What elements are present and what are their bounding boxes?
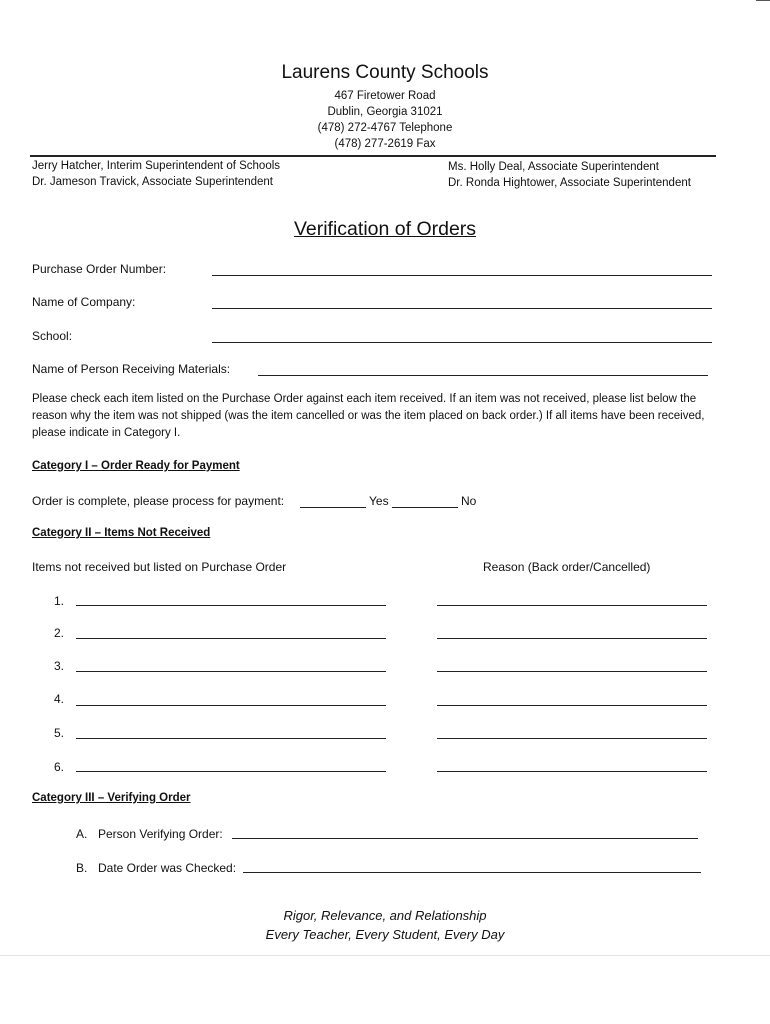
category-1-heading: Category I – Order Ready for Payment (32, 460, 240, 472)
scan-artifact-line (0, 955, 770, 956)
staff-left-2: Dr. Jameson Travick, Associate Superintendent (32, 176, 273, 188)
receiver-name-label: Name of Person Receiving Materials: (32, 362, 231, 376)
item-line-6[interactable] (76, 771, 386, 772)
no-blank[interactable] (392, 507, 458, 508)
reason-line-1[interactable] (437, 605, 707, 606)
company-name-line[interactable] (212, 308, 712, 309)
yes-blank[interactable] (300, 507, 366, 508)
school-label: School: (32, 329, 73, 343)
address-line-2: Dublin, Georgia 31021 (327, 106, 443, 118)
item-line-2[interactable] (76, 638, 386, 639)
purchase-order-number-label: Purchase Order Number: (32, 262, 167, 276)
scan-artifact-corner (756, 0, 770, 1)
footer-motto-2: Every Teacher, Every Student, Every Day (265, 927, 505, 942)
date-checked-label: Date Order was Checked: (98, 861, 237, 875)
address-line-1: 467 Firetower Road (334, 90, 436, 102)
reason-line-4[interactable] (437, 705, 707, 706)
reason-line-3[interactable] (437, 671, 707, 672)
item-row-number: 5. (54, 726, 65, 740)
reason-line-5[interactable] (437, 738, 707, 739)
item-row-number: 1. (54, 594, 65, 608)
item-line-4[interactable] (76, 705, 386, 706)
item-a-letter: A. (76, 827, 88, 841)
order-complete-statement: Order is complete, please process for payment: (32, 494, 285, 508)
date-checked-line[interactable] (243, 872, 701, 873)
no-label: No (461, 494, 477, 508)
item-line-3[interactable] (76, 671, 386, 672)
form-title: Verification of Orders (293, 218, 477, 240)
person-verifying-line[interactable] (232, 838, 698, 839)
item-line-5[interactable] (76, 738, 386, 739)
category-2-heading: Category II – Items Not Received (32, 527, 211, 539)
item-row-number: 4. (54, 692, 65, 706)
telephone: (478) 272-4767 Telephone (317, 122, 453, 134)
company-name-label: Name of Company: (32, 295, 136, 309)
reason-line-6[interactable] (437, 771, 707, 772)
staff-right-2: Dr. Ronda Hightower, Associate Superintendent (448, 177, 691, 189)
yes-label: Yes (369, 494, 389, 508)
category-3-heading: Category III – Verifying Order (32, 792, 191, 804)
footer-motto-1: Rigor, Relevance, and Relationship (283, 908, 487, 923)
item-line-1[interactable] (76, 605, 386, 606)
org-name: Laurens County Schools (281, 62, 489, 83)
staff-left-1: Jerry Hatcher, Interim Superintendent of Schools (32, 160, 281, 172)
reason-line-2[interactable] (437, 638, 707, 639)
fax: (478) 277-2619 Fax (334, 138, 436, 150)
receiver-name-line[interactable] (258, 375, 708, 376)
purchase-order-number-line[interactable] (212, 275, 712, 276)
reason-column-header: Reason (Back order/Cancelled) (483, 560, 651, 574)
item-row-number: 2. (54, 626, 65, 640)
staff-right-1: Ms. Holly Deal, Associate Superintendent (448, 161, 659, 173)
items-column-header: Items not received but listed on Purchase Order (32, 560, 287, 574)
instructions: Please check each item listed on the Purchase Order against each item received. If an item was not received, please list below the reason why the item was not shipped (was the item cancelled or was the item placed on back order.) If all items have been received, please indicate in Category I. (32, 393, 705, 439)
item-row-number: 6. (54, 760, 65, 774)
item-b-letter: B. (76, 861, 88, 875)
header-divider (30, 155, 716, 157)
school-line[interactable] (212, 342, 712, 343)
person-verifying-label: Person Verifying Order: (98, 827, 223, 841)
item-row-number: 3. (54, 659, 65, 673)
